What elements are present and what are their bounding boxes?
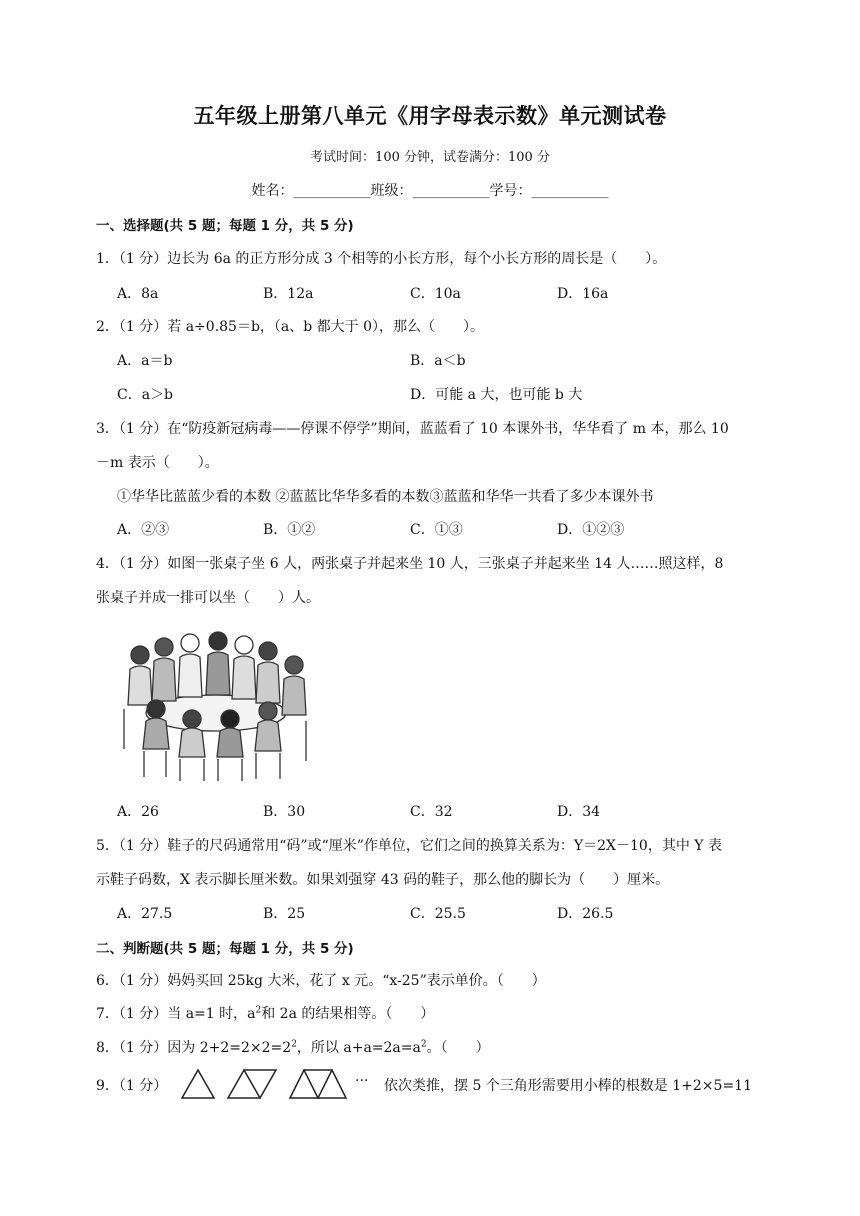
question-1: 1．（1 分）边长为 6a 的正方形分成 3 个相等的小长方形，每个小长方形的周长是（ ）。 bbox=[96, 251, 667, 267]
q3-option-d: D．①②③ bbox=[557, 522, 625, 538]
q8-text-b: ，所以 a+a=2a=a bbox=[296, 1040, 421, 1056]
student-info: 姓名：___________班级：___________学号：___________ bbox=[251, 183, 609, 199]
q3-option-a: A．②③ bbox=[117, 522, 170, 538]
three-triangles-figure bbox=[288, 1068, 348, 1100]
section-heading-choice: 一、选择题(共 5 题；每题 1 分，共 5 分) bbox=[96, 218, 354, 234]
question-9-text: 依次类推，摆 5 个三角形需要用小棒的根数是 1+2×5=11 bbox=[384, 1078, 752, 1094]
question-4-line1: 4．（1 分）如图一张桌子坐 6 人，两张桌子并起来坐 10 人，三张桌子并起来坐 14 人……照这样，8 bbox=[96, 556, 724, 572]
question-7 bbox=[96, 1003, 434, 1023]
question-3-line1: 3．（1 分）在“防疫新冠病毒——停课不停学”期间，蓝蓝看了 10 本课外书，华华看了 m 本，那么 10 bbox=[96, 421, 729, 437]
section-heading-judgement: 二、判断题(共 5 题；每题 1 分，共 5 分) bbox=[96, 941, 354, 957]
q1-option-c: C．10a bbox=[410, 286, 461, 302]
q2-option-a: A．a＝b bbox=[117, 353, 173, 369]
q1-option-d: D．16a bbox=[557, 286, 609, 302]
question-3-statements: ①华华比蓝蓝少看的本数 ②蓝蓝比华华多看的本数③蓝蓝和华华一共看了多少本课外书 bbox=[117, 489, 654, 505]
page-title: 五年级上册第八单元《用字母表示数》单元测试卷 bbox=[193, 104, 667, 128]
q8-text-c: 。（ ） bbox=[426, 1040, 490, 1056]
q7-text-a: 7．（1 分）当 a=1 时，a bbox=[96, 1006, 256, 1022]
question-9-label: 9．（1 分） bbox=[96, 1078, 168, 1094]
q2-option-c: C．a＞b bbox=[117, 387, 174, 403]
exam-info: 考试时间：100 分钟，试卷满分：100 分 bbox=[310, 150, 550, 165]
q5-option-d: D．26.5 bbox=[557, 906, 614, 922]
two-triangles-figure bbox=[226, 1068, 278, 1100]
q5-option-b: B．25 bbox=[263, 906, 306, 922]
q4-option-c: C．32 bbox=[410, 804, 453, 820]
question-5-line2: 示鞋子码数，X 表示脚长厘米数。如果刘强穿 43 码的鞋子，那么他的脚长为（ ）厘米。 bbox=[96, 872, 670, 888]
q5-option-c: C．25.5 bbox=[410, 906, 466, 922]
question-6: 6．（1 分）妈妈买回 25kg 大米，花了 x 元。“x-25”表示单价。（ ） bbox=[96, 973, 546, 989]
question-8 bbox=[96, 1037, 490, 1057]
q2-option-b: B．a＜b bbox=[410, 353, 466, 369]
ellipsis: ··· bbox=[355, 1073, 369, 1089]
children-at-table-illustration bbox=[118, 625, 314, 785]
question-5-line1: 5．（1 分）鞋子的尺码通常用“码”或“厘米”作单位，它们之间的换算关系为：Y＝2X－10，其中 Y 表 bbox=[96, 838, 722, 854]
q1-option-a: A．8a bbox=[117, 286, 159, 302]
one-triangle-figure bbox=[180, 1068, 216, 1100]
q8-text-a: 8．（1 分）因为 2+2=2×2=2 bbox=[96, 1040, 292, 1056]
q1-option-b: B．12a bbox=[263, 286, 314, 302]
question-3-line2: －m 表示（ ）。 bbox=[96, 455, 219, 471]
q4-option-b: B．30 bbox=[263, 804, 306, 820]
q4-option-d: D．34 bbox=[557, 804, 601, 820]
q8-exponent-1: 2 bbox=[291, 1039, 297, 1050]
q7-exponent: 2 bbox=[255, 1005, 262, 1016]
question-2: 2．（1 分）若 a÷0.85＝b，（a、b 都大于 0），那么（ ）。 bbox=[96, 319, 485, 335]
q3-option-b: B．①② bbox=[263, 522, 316, 538]
q4-option-a: A．26 bbox=[117, 804, 159, 820]
q5-option-a: A．27.5 bbox=[117, 906, 173, 922]
q7-text-b: 和 2a 的结果相等。（ ） bbox=[261, 1006, 435, 1022]
q2-option-d: D．可能 a 大，也可能 b 大 bbox=[410, 387, 583, 403]
question-4-line2: 张桌子并成一排可以坐（ ）人。 bbox=[96, 590, 320, 606]
q8-exponent-2: 2 bbox=[420, 1039, 427, 1050]
q3-option-c: C．①③ bbox=[410, 522, 463, 538]
